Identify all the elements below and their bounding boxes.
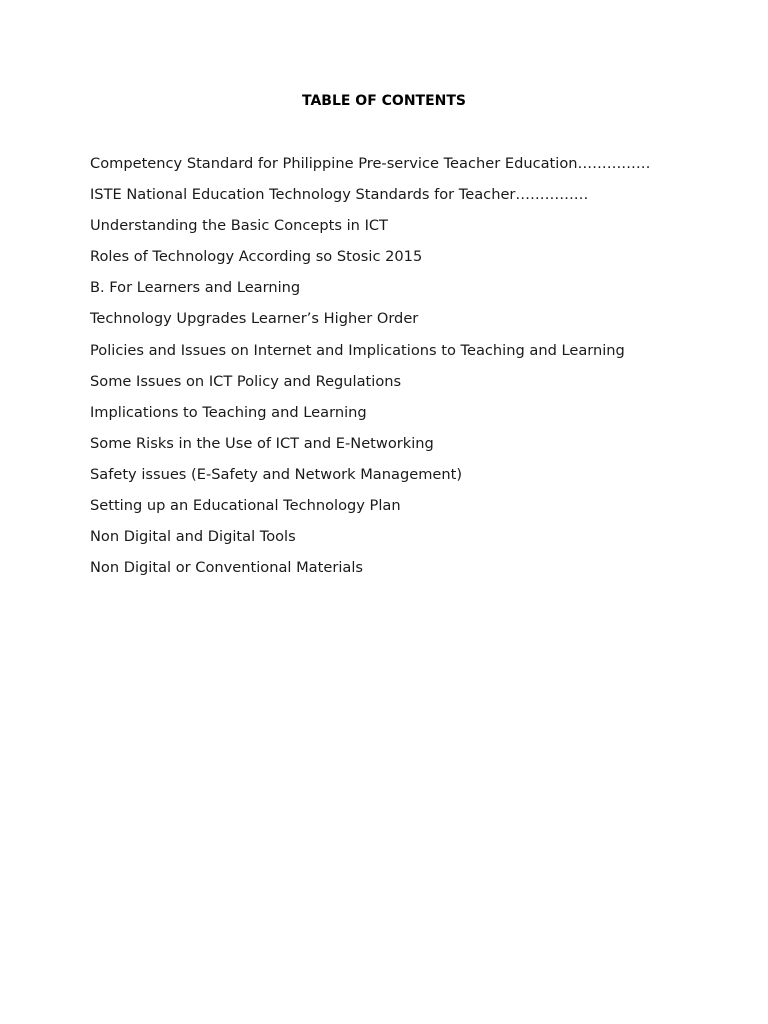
toc-entry: ISTE National Education Technology Standards for Teacher…………… xyxy=(90,186,589,204)
toc-entry: B. For Learners and Learning xyxy=(90,279,301,297)
toc-entry: Setting up an Educational Technology Plan xyxy=(90,497,401,515)
toc-entry: Some Issues on ICT Policy and Regulations xyxy=(90,372,402,390)
toc-entry: Implications to Teaching and Learning xyxy=(90,403,367,421)
toc-entry: Technology Upgrades Learner’s Higher Order xyxy=(90,310,419,328)
toc-entry: Safety issues (E-Safety and Network Management) xyxy=(90,465,463,483)
toc-entry: Non Digital or Conventional Materials xyxy=(90,559,363,577)
toc-entry: Non Digital and Digital Tools xyxy=(90,528,296,546)
page-title: TABLE OF CONTENTS xyxy=(301,93,467,109)
toc-entry: Competency Standard for Philippine Pre-service Teacher Education…………… xyxy=(90,155,651,172)
toc-entry: Policies and Issues on Internet and Implications to Teaching and Learning xyxy=(90,341,625,359)
toc-entry: Roles of Technology According so Stosic 2015 xyxy=(90,248,423,266)
toc-list xyxy=(90,154,730,589)
toc-entry: Some Risks in the Use of ICT and E-Networking xyxy=(90,434,434,452)
toc-entry: Understanding the Basic Concepts in ICT xyxy=(90,217,388,235)
